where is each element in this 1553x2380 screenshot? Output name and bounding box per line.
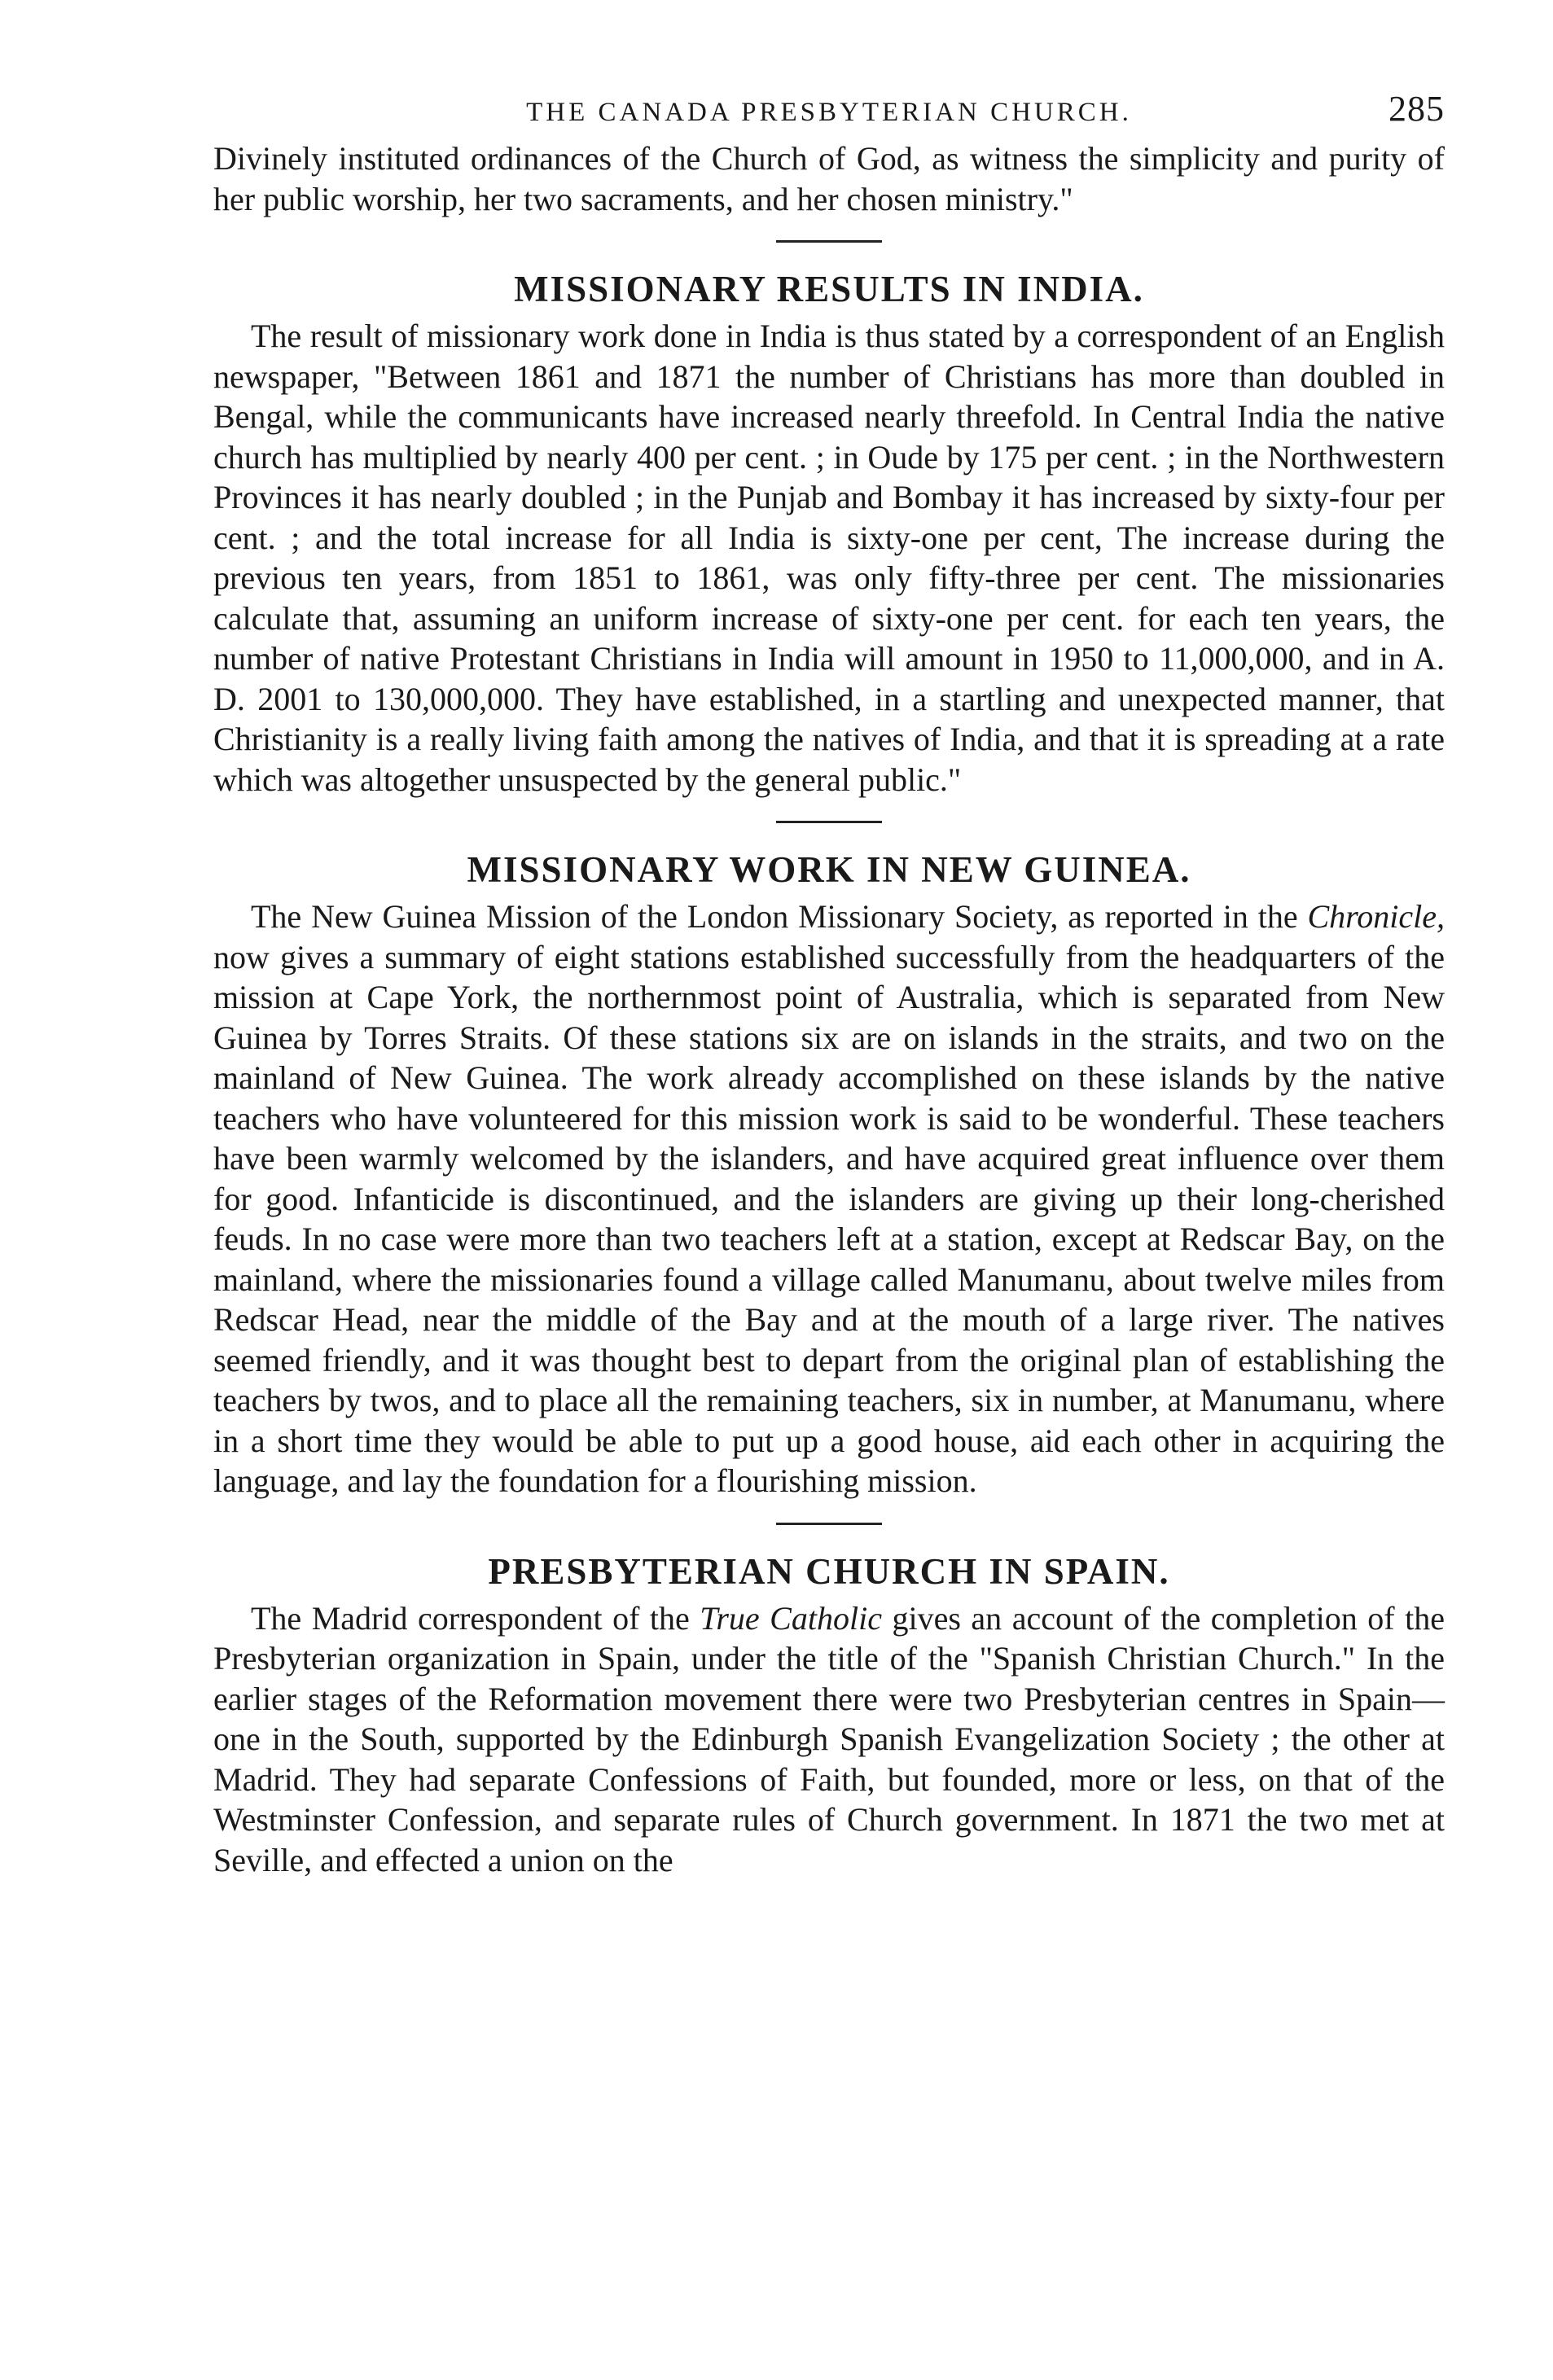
true-catholic-title: True Catholic bbox=[700, 1599, 882, 1637]
chronicle-title: Chronicle, bbox=[1307, 898, 1445, 935]
heading-spain: PRESBYTERIAN CHURCH IN SPAIN. bbox=[488, 1550, 1170, 1592]
section-divider bbox=[776, 240, 882, 243]
heading-india: MISSIONARY RESULTS IN INDIA. bbox=[514, 269, 1144, 309]
new-guinea-text-rest: now gives a summary of eight stations established successfully from the headquarters of the mission at Cape York, the northernmost point of Australia, which is separated from New Guinea by Torres Straits. Of these stations six are on islands in the straits, and two on the mainland of New Guinea. The work already accomplished on these islands by the native teachers who have volunteered for this mission work is said to be wonderful. These teachers have been warmly welcomed by the islanders, and have acquired great influence over them for good. Infanticide is discontinued, and the islanders are giving up their long-cherished feuds. In no case were more than two teachers left at a station, except at Redscar Bay, on the mainland, where the missionaries found a village called Manumanu, about twelve miles from Redscar Head, near the middle of the Bay and at the mouth of a large river. The natives seemed friendly, and it was thought best to depart from the original plan of establishing the teachers by twos, and to place all the remaining teachers, six in number, at Manumanu, where in a short time they would be able to put up a good house, aid each other in acquiring the language, and lay the foundation for a flourishing mission. bbox=[213, 938, 1445, 1499]
spain-text-start: The Madrid correspondent of the bbox=[251, 1599, 700, 1637]
section-divider bbox=[776, 1523, 882, 1525]
page-body bbox=[213, 81, 1445, 1880]
page-number: 285 bbox=[1388, 89, 1445, 129]
running-head bbox=[213, 81, 1445, 138]
spain-text-rest: gives an account of the completion of the Presbyterian organization in Spain, under the title of the "Spanish Christian Church." In the earlier stages of the Reformation movement there were two Presbyterian centres in Spain—one in the South, supported by the Edinburgh Spanish Evangelization Society ; the other at Madrid. They had separate Confessions of Faith, but founded, more or less, on that of the Westminster Confession, and separate rules of Church government. In 1871 the two met at Seville, and effected a union on the bbox=[213, 1599, 1445, 1878]
heading-new-guinea: MISSIONARY WORK IN NEW GUINEA. bbox=[467, 849, 1191, 890]
paragraph-india: The result of missionary work done in India is thus stated by a correspondent of an English newspaper, "Between 1861 and 1871 the number of Christians has more than doubled in Bengal, while the communicants have increased nearly threefold. In Central India the native church has multiplied by nearly 400 per cent. ; in Oude by 175 per cent. ; in the Northwestern Provinces it has nearly doubled ; in the Punjab and Bombay it has increased by sixty-four per cent. ; and the total increase for all India is sixty-one per cent, The increase during the previous ten years, from 1851 to 1861, was only fifty-three per cent. The missionaries calculate that, assuming an uniform increase of sixty-one per cent. for each ten years, the number of native Protestant Christians in India will amount in 1950 to 11,000,000, and in A. D. 2001 to 130,000,000. They have established, in a startling and unexpected manner, that Christianity is a really living faith among the natives of India, and that it is spreading at a rate which was altogether unsuspected by the general public." bbox=[213, 318, 1445, 798]
paragraph-spain bbox=[213, 1598, 1445, 1881]
new-guinea-text-start: The New Guinea Mission of the London Missionary Society, as reported in the bbox=[251, 898, 1308, 935]
section-divider bbox=[776, 821, 882, 823]
running-title: THE CANADA PRESBYTERIAN CHURCH. bbox=[526, 98, 1132, 127]
paragraph-new-guinea bbox=[213, 896, 1445, 1501]
intro-paragraph: Divinely instituted ordinances of the Church of God, as witness the simplicity and purity of her public worship, her two sacraments, and her chosen ministry." bbox=[213, 140, 1445, 217]
